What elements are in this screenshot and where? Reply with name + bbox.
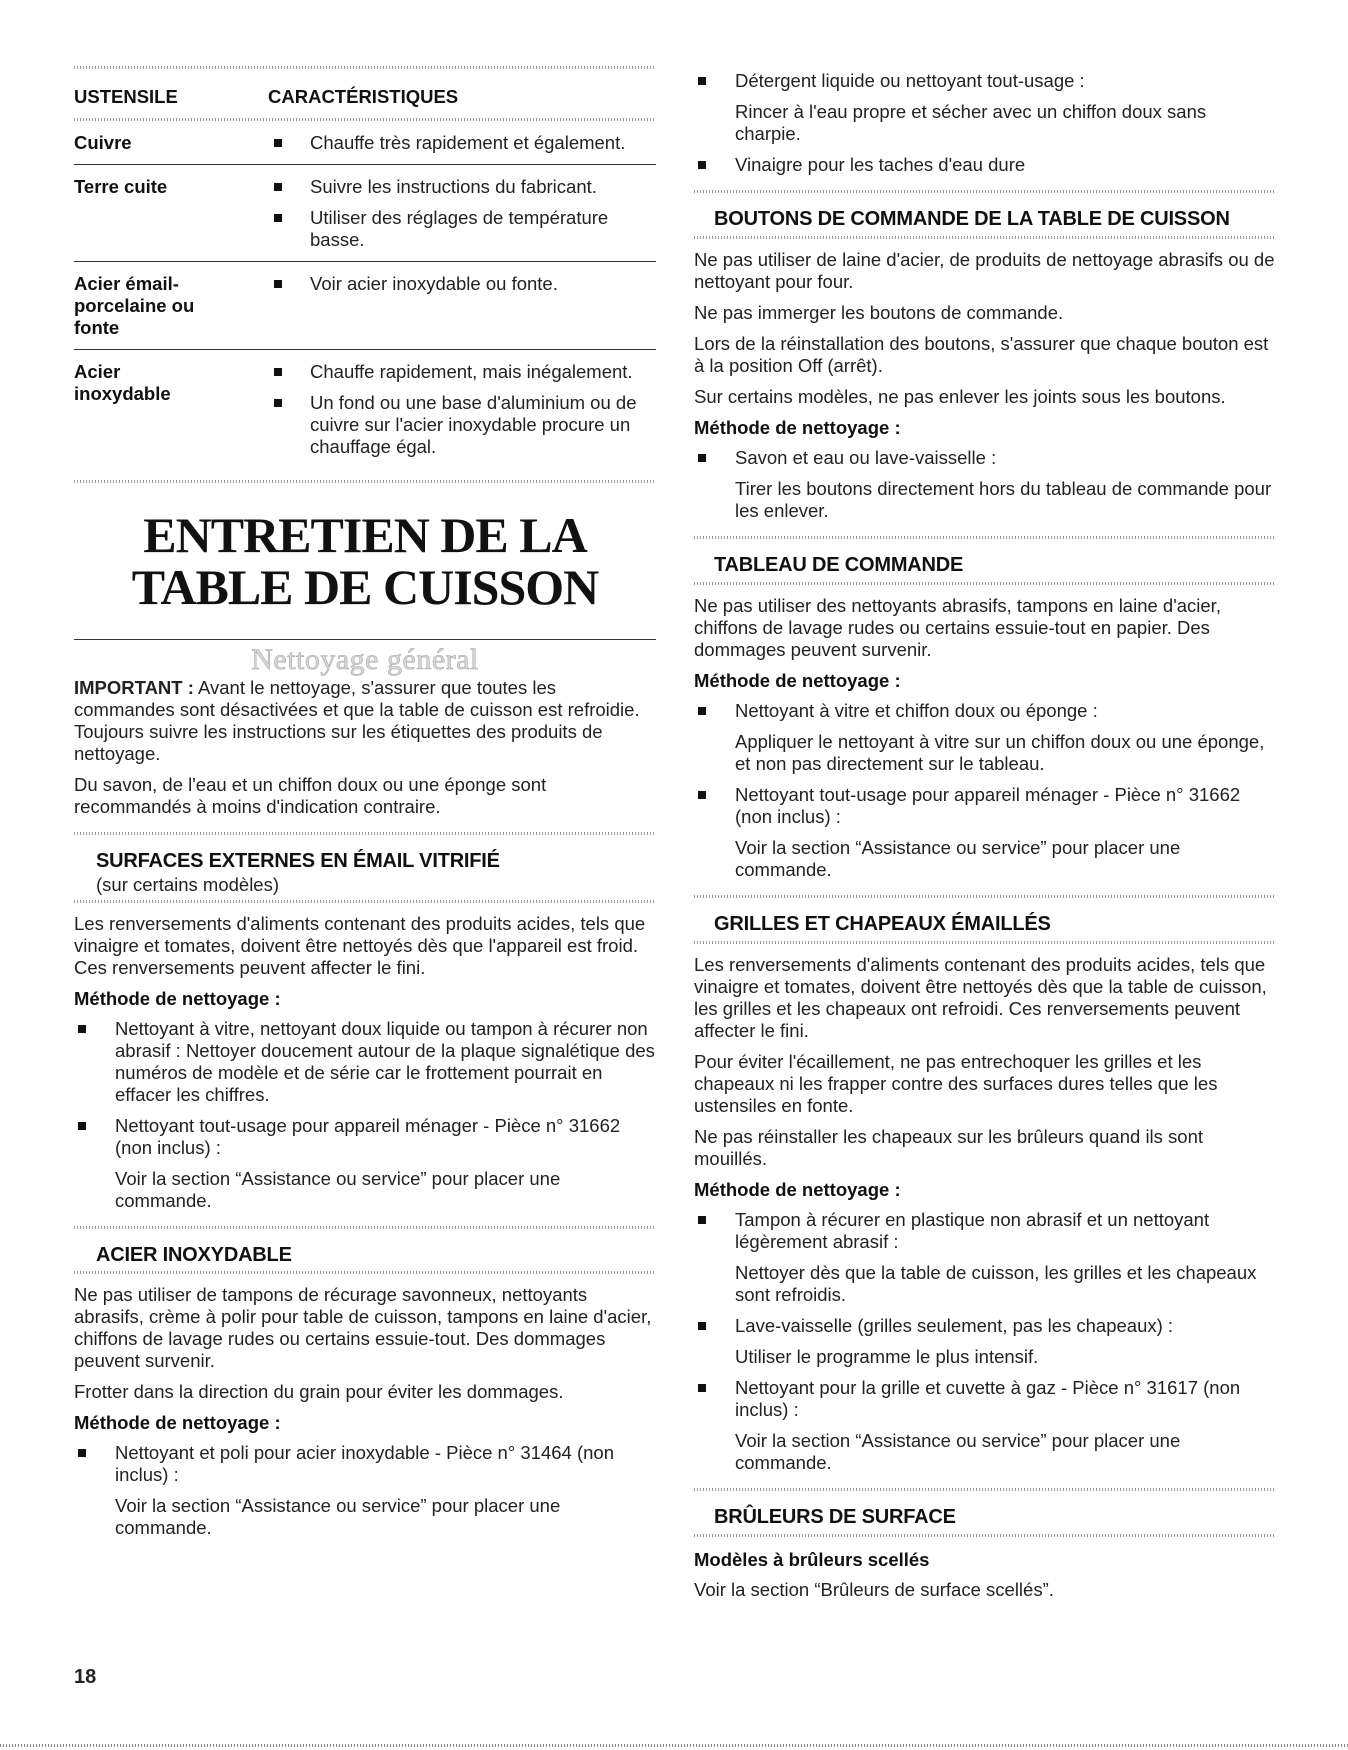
- section-paragraph: Ne pas utiliser des nettoyants abrasifs, tampons en laine d'acier, chiffons de lavage rudes ou certains essuie-tout en papier. Des dommages peuvent survenir.: [694, 595, 1221, 660]
- list-item: [694, 1377, 1276, 1421]
- list-item: [74, 1442, 656, 1486]
- method-heading: Méthode de nettoyage :: [694, 670, 901, 691]
- list-item-detail: Voir la section “Assistance ou service” pour placer une commande.: [115, 1168, 561, 1211]
- table-row: [74, 262, 656, 349]
- method-heading: Modèles à brûleurs scellés: [694, 1549, 930, 1570]
- list-item-text: Vinaigre pour les taches d'eau dure: [735, 154, 1026, 175]
- section-title: TABLEAU DE COMMANDE: [714, 554, 964, 576]
- section-paragraph: Lors de la réinstallation des boutons, s'assurer que chaque bouton est à la position Off (arrêt).: [694, 333, 1269, 376]
- section-paragraph: Frotter dans la direction du grain pour éviter les dommages.: [74, 1381, 564, 1402]
- list-item: [694, 1209, 1276, 1253]
- bullet-icon: [78, 1025, 86, 1033]
- section-paragraph: Voir la section “Brûleurs de surface scellés”.: [694, 1579, 1054, 1600]
- method-heading: Méthode de nettoyage :: [694, 1179, 901, 1200]
- list-item-text: Tampon à récurer en plastique non abrasif et un nettoyant légèrement abrasif :: [735, 1209, 1210, 1252]
- bullet-icon: [698, 707, 706, 715]
- divider-dotted: [74, 1271, 656, 1274]
- list-item: [694, 154, 1276, 176]
- list-item-text: Nettoyant tout-usage pour appareil ménager - Pièce n° 31662 (non inclus) :: [735, 784, 1241, 827]
- bullet-icon: [698, 1216, 706, 1224]
- table-row: [74, 121, 656, 164]
- bullet-icon: [274, 183, 282, 191]
- utensil-point: Chauffe rapidement, mais inégalement.: [310, 361, 633, 382]
- bullet-icon: [274, 139, 282, 147]
- utensil-name: Acier inoxydable: [74, 361, 171, 404]
- list-item-detail: Appliquer le nettoyant à vitre sur un chiffon doux ou une éponge, et non pas directement sur le tableau.: [735, 731, 1265, 774]
- table-header-utensil: USTENSILE: [74, 86, 178, 107]
- list-item-detail: Utiliser le programme le plus intensif.: [735, 1346, 1039, 1367]
- divider-dotted: [74, 900, 656, 903]
- list-item-text: Nettoyant à vitre et chiffon doux ou éponge :: [735, 700, 1098, 721]
- bullet-icon: [274, 280, 282, 288]
- utensil-point: Utiliser des réglages de température basse.: [310, 207, 609, 250]
- list-item: [694, 447, 1276, 469]
- bullet-icon: [274, 214, 282, 222]
- list-item-detail: Voir la section “Assistance ou service” pour placer une commande.: [115, 1495, 561, 1538]
- section-title: ACIER INOXYDABLE: [96, 1244, 292, 1266]
- bullet-icon: [274, 368, 282, 376]
- bottom-border: [0, 1744, 1348, 1747]
- section-paragraph: Ne pas utiliser de tampons de récurage savonneux, nettoyants abrasifs, crème à polir pour table de cuisson, tampons en laine d'acier, chiffons de lavage rudes ou certains essuie-tout. Des dommages peuvent survenir.: [74, 1284, 652, 1371]
- list-item: [694, 1315, 1276, 1337]
- list-item: [694, 700, 1276, 722]
- utensil-name: Acier émail-porcelaine ou fonte: [74, 273, 195, 338]
- title-rule: [74, 639, 656, 640]
- divider-dotted: [694, 1534, 1276, 1537]
- list-item-detail: Nettoyer dès que la table de cuisson, les grilles et les chapeaux sont refroidis.: [735, 1262, 1257, 1305]
- table-header: [74, 69, 656, 118]
- method-heading: Méthode de nettoyage :: [74, 988, 281, 1009]
- section-paragraph: Ne pas utiliser de laine d'acier, de produits de nettoyage abrasifs ou de nettoyant pour four.: [694, 249, 1275, 292]
- section-subtitle-note: (sur certains modèles): [96, 874, 280, 895]
- divider-dotted: [694, 1488, 1276, 1491]
- section-title: BOUTONS DE COMMANDE DE LA TABLE DE CUISSON: [714, 208, 1230, 230]
- list-item-detail: Tirer les boutons directement hors du tableau de commande pour les enlever.: [735, 478, 1272, 521]
- section-paragraph: Les renversements d'aliments contenant des produits acides, tels que vinaigre et tomates, doivent être nettoyés dès que l'appareil est froid. Ces renversements peuvent affecter le fini.: [74, 913, 646, 978]
- list-item-text: Nettoyant tout-usage pour appareil ménager - Pièce n° 31662 (non inclus) :: [115, 1115, 621, 1158]
- table-row: [74, 350, 656, 468]
- bullet-icon: [698, 1322, 706, 1330]
- list-item-text: Lave-vaisselle (grilles seulement, pas les chapeaux) :: [735, 1315, 1174, 1336]
- bullet-icon: [274, 399, 282, 407]
- bullet-icon: [698, 791, 706, 799]
- bullet-icon: [698, 77, 706, 85]
- divider-dotted: [694, 582, 1276, 585]
- table-header-characteristics: CARACTÉRISTIQUES: [268, 86, 459, 107]
- utensil-point: Chauffe très rapidement et également.: [310, 132, 626, 153]
- list-item-text: Nettoyant pour la grille et cuvette à gaz - Pièce n° 31617 (non inclus) :: [735, 1377, 1241, 1420]
- divider-dotted: [74, 480, 656, 483]
- section-paragraph: Ne pas immerger les boutons de commande.: [694, 302, 1064, 323]
- list-item-text: Nettoyant à vitre, nettoyant doux liquide ou tampon à récurer non abrasif : Nettoyer doucement autour de la plaque signalétique des numéros de modèle et de série car le frottement pourrait en effacer les chiffres.: [115, 1018, 655, 1105]
- section-paragraph: Les renversements d'aliments contenant des produits acides, tels que vinaigre et tomates, doivent être nettoyés dès que la table de cuisson, les grilles et les chapeaux ont refroidi. Ces renversements peuvent affecter le fini.: [694, 954, 1267, 1041]
- page-number: 18: [74, 1666, 97, 1688]
- page-title: ENTRETIEN DE LA TABLE DE CUISSON: [131, 507, 599, 615]
- section-paragraph: Sur certains modèles, ne pas enlever les joints sous les boutons.: [694, 386, 1226, 407]
- list-item-text: Détergent liquide ou nettoyant tout-usage :: [735, 70, 1085, 91]
- divider-dotted: [694, 895, 1276, 898]
- utensil-point: Un fond ou une base d'aluminium ou de cuivre sur l'acier inoxydable procure un chauffage égal.: [310, 392, 637, 457]
- divider-dotted: [74, 832, 656, 835]
- method-heading: Méthode de nettoyage :: [694, 417, 901, 438]
- right-column: [694, 70, 1276, 1610]
- bullet-icon: [698, 454, 706, 462]
- divider-dotted: [74, 1226, 656, 1229]
- list-item: [74, 1018, 656, 1106]
- section-title: SURFACES EXTERNES EN ÉMAIL VITRIFIÉ: [96, 850, 500, 872]
- table-row: [74, 165, 656, 261]
- section-title: BRÛLEURS DE SURFACE: [714, 1506, 956, 1528]
- section-subtitle: Nettoyage général: [251, 643, 479, 676]
- left-column: [74, 66, 656, 1548]
- utensil-point: Suivre les instructions du fabricant.: [310, 176, 597, 197]
- list-item: [694, 784, 1276, 828]
- important-note: [74, 677, 656, 765]
- intro-paragraph: Du savon, de l'eau et un chiffon doux ou une éponge sont recommandés à moins d'indication contraire.: [74, 774, 547, 817]
- important-text: Avant le nettoyage, s'assurer que toutes les commandes sont désactivées et que la table de cuisson est refroidie. Toujours suivre les instructions sur les étiquettes des produits de nettoyage.: [74, 677, 640, 764]
- list-item-text: Savon et eau ou lave-vaisselle :: [735, 447, 997, 468]
- bullet-icon: [78, 1122, 86, 1130]
- divider-dotted: [694, 941, 1276, 944]
- method-heading: Méthode de nettoyage :: [74, 1412, 281, 1433]
- utensil-name: Terre cuite: [74, 176, 168, 197]
- section-paragraph: Pour éviter l'écaillement, ne pas entrechoquer les grilles et les chapeaux ni les frapper contre des surfaces dures telles que les ustensiles en fonte.: [694, 1051, 1218, 1116]
- important-label: IMPORTANT :: [74, 677, 194, 698]
- section-title: GRILLES ET CHAPEAUX ÉMAILLÉS: [714, 913, 1051, 935]
- section-paragraph: Ne pas réinstaller les chapeaux sur les brûleurs quand ils sont mouillés.: [694, 1126, 1204, 1169]
- utensil-name: Cuivre: [74, 132, 132, 153]
- list-item-detail: Rincer à l'eau propre et sécher avec un chiffon doux sans charpie.: [735, 101, 1207, 144]
- list-item-detail: Voir la section “Assistance ou service” pour placer une commande.: [735, 1430, 1181, 1473]
- bullet-icon: [698, 161, 706, 169]
- divider-dotted: [694, 190, 1276, 193]
- list-item-text: Nettoyant et poli pour acier inoxydable - Pièce n° 31464 (non inclus) :: [115, 1442, 614, 1485]
- divider-dotted: [694, 536, 1276, 539]
- bullet-icon: [78, 1449, 86, 1457]
- divider-dotted: [694, 236, 1276, 239]
- list-item: [74, 1115, 656, 1159]
- utensil-point: Voir acier inoxydable ou fonte.: [310, 273, 558, 294]
- list-item-detail: Voir la section “Assistance ou service” pour placer une commande.: [735, 837, 1181, 880]
- list-item: [694, 70, 1276, 92]
- bullet-icon: [698, 1384, 706, 1392]
